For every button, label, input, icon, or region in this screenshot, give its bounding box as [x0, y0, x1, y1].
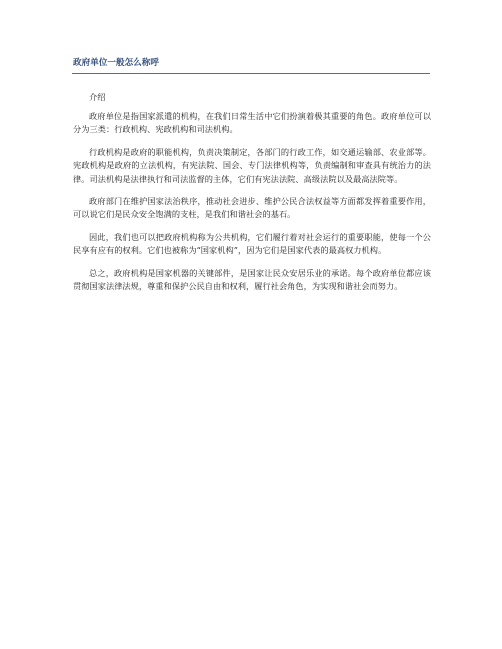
paragraph-2: 行政机构是政府的职能机构，负责决策制定，各部门的行政工作，如交通运输部、农业部等。宪政机构是政府的立法机构，有宪法院、国会、专门法律机构等，负责编制和审查具有统治力的法律。司法机构是法律执行和司法监督的主体，它们有宪法法院、高级法院以及最高法院等。	[73, 146, 431, 184]
document-body	[73, 91, 431, 302]
paragraph-5: 总之，政府机构是国家机器的关键部件，是国家让民众安居乐业的承诺。每个政府单位都应该贯彻国家法律法规，尊重和保护公民自由和权利，履行社会角色，为实现和谐社会而努力。	[73, 267, 431, 292]
paragraph-4: 因此，我们也可以把政府机构称为公共机构，它们履行着对社会运行的重要职能，使每一个公民享有应有的权利。它们也被称为“国家机构”，因为它们是国家代表的最高权力机构。	[73, 231, 431, 256]
title-underline	[72, 73, 430, 74]
paragraph-3: 政府部门在维护国家法治秩序，推动社会进步、维护公民合法权益等方面都发挥着重要作用，可以说它们是民众安全饱满的支柱，是我们和谐社会的基石。	[73, 196, 431, 220]
document-title: 政府单位一般怎么称呼	[73, 58, 159, 68]
section-heading-intro: 介绍	[89, 92, 106, 102]
paragraph-1: 政府单位是指国家派遣的机构，在我们日常生活中它们扮演着极其重要的角色。政府单位可以分为三类：行政机构、宪政机构和司法机构。	[73, 111, 431, 135]
